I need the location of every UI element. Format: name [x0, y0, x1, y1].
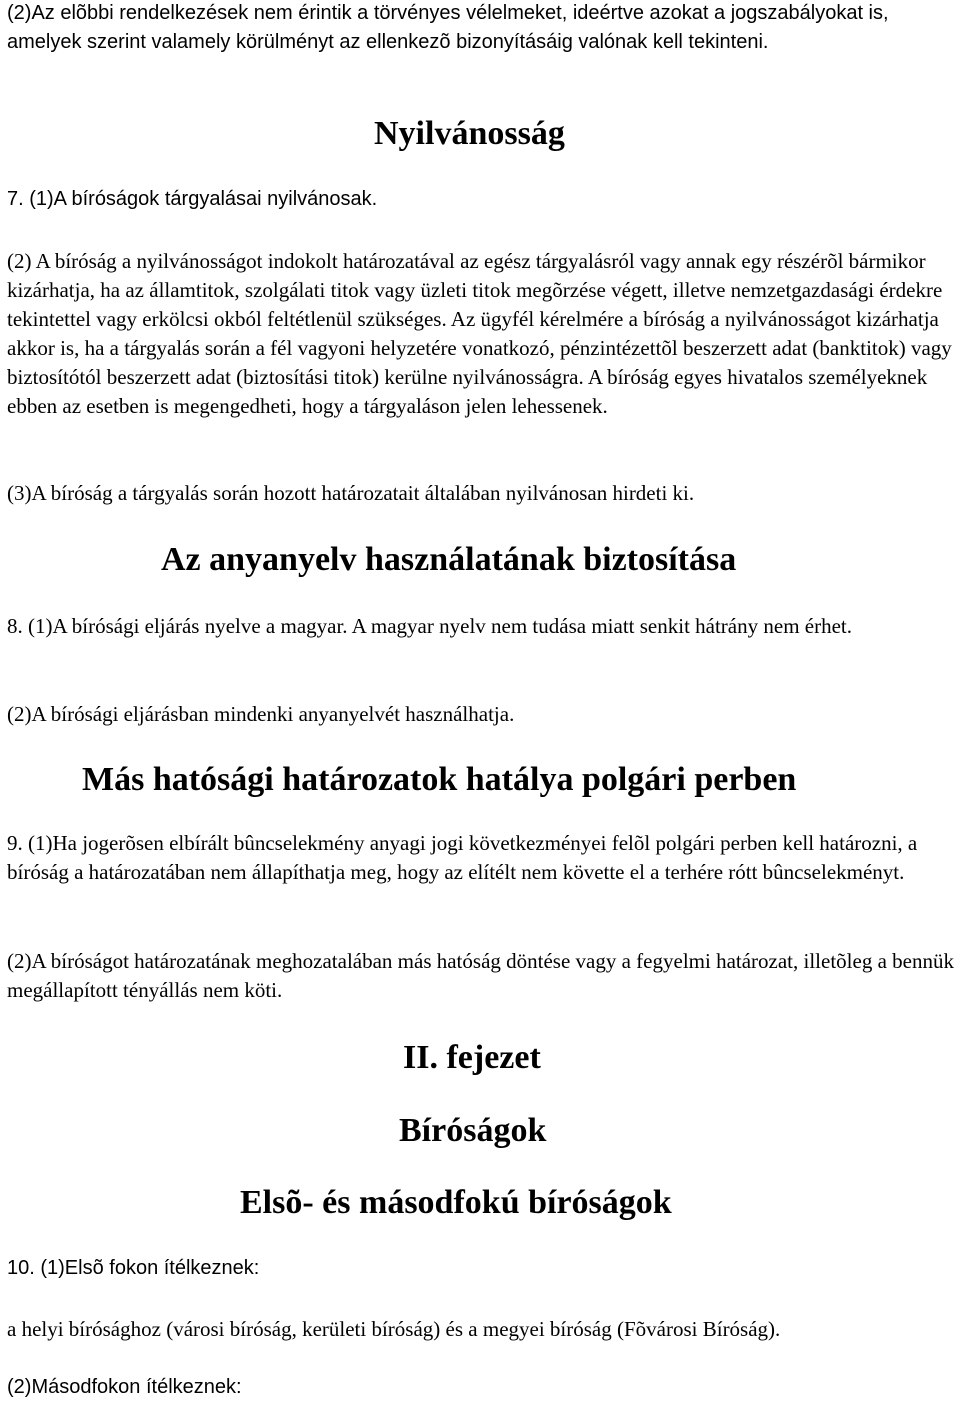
paragraph-10-1-a: a helyi bírósághoz (városi bíróság, kerületi bíróság) és a megyei bíróság (Fõvárosi Bíróság).: [7, 1317, 781, 1341]
paragraph-8-1: 8. (1)A bírósági eljárás nyelve a magyar. A magyar nyelv nem tudása miatt senkit hátrány nem érhet.: [7, 614, 852, 638]
paragraph-7-1: 7. (1)A bíróságok tárgyalásai nyilvánosak.: [7, 188, 378, 210]
paragraph-6-2: (2)Az elõbbi rendelkezések nem érintik a törvényes vélelmeket, ideértve azokat a jogszabályokat is, amelyek szerint valamely körülményt az ellenkezõ bizonyításáig valónak kell tekinteni.: [7, 2, 889, 53]
paragraph-8-2: (2)A bírósági eljárásban mindenki anyanyelvét használhatja.: [7, 702, 515, 726]
paragraph-7-3: (3)A bíróság a tárgyalás során hozott határozatait általában nyilvánosan hirdeti ki.: [7, 481, 695, 505]
heading-anyanyelv: Az anyanyelv használatának biztosítása: [161, 541, 737, 578]
paragraph-9-2: (2)A bíróságot határozatának meghozatalában más hatóság döntése vagy a fegyelmi határozat, illetõleg a bennük megállapított tényállás nem köti.: [7, 949, 954, 1002]
heading-birosagok: Bíróságok: [399, 1112, 547, 1149]
paragraph-10-1: 10. (1)Elsõ fokon ítélkeznek:: [7, 1257, 260, 1279]
paragraph-10-2: (2)Másodfokon ítélkeznek:: [7, 1376, 242, 1398]
heading-elso-masodfoku: Elsõ- és másodfokú bíróságok: [240, 1184, 672, 1221]
heading-fejezet: II. fejezet: [403, 1039, 541, 1076]
heading-nyilvanossag: Nyilvánosság: [374, 115, 565, 152]
heading-mas-hatosagi: Más hatósági határozatok hatálya polgári perben: [82, 761, 797, 798]
paragraph-9-1: 9. (1)Ha jogerõsen elbírált bûncselekmény anyagi jogi következményei felõl polgári perben kell határozni, a bíróság a határozatában nem állapíthatja meg, hogy az elítélt nem követte el a terhére rótt bûncselekményt.: [7, 831, 918, 884]
paragraph-7-2: (2) A bíróság a nyilvánosságot indokolt határozatával az egész tárgyalásról vagy annak egy részérõl bármikor kizárhatja, ha az államtitok, szolgálati titok vagy üzleti titok megõrzése végett, illetve nemzetgazdasági érdekre tekintettel vagy erkölcsi okból feltétlenül szükséges. Az ügyfél kérelmére a bíróság a nyilvánosságot kizárhatja akkor is, ha a tárgyalás során a fél vagyoni helyzetére vonatkozó, pénzintézettõl beszerzett adat (banktitok) vagy biztosítótól beszerzett adat (biztosítási titok) kerülne nyilvánosságra. A bíróság egyes hivatalos személyeknek ebben az esetben is megengedheti, hogy a tárgyaláson jelen lehessenek.: [7, 249, 952, 418]
